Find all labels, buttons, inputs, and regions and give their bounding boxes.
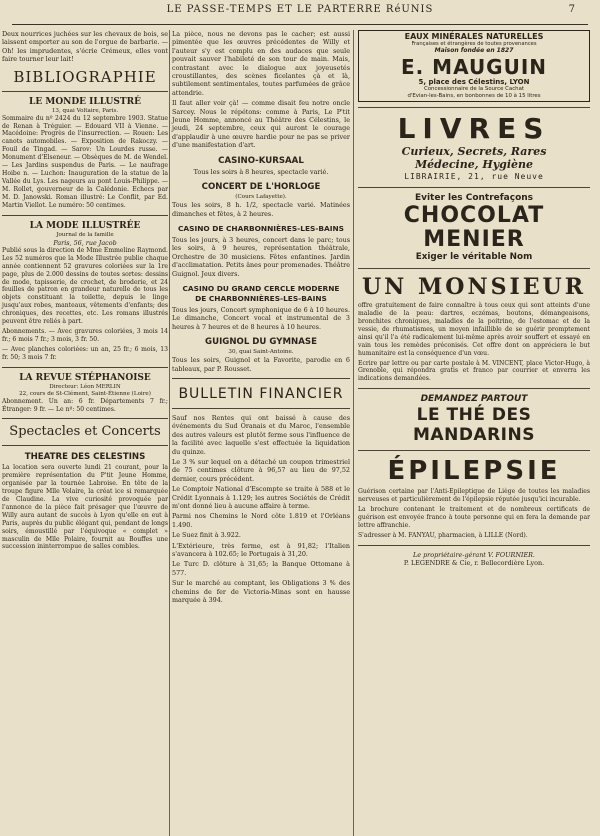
menier-bottom-line: Exiger le véritable Nom <box>415 252 533 263</box>
column-separator <box>353 30 354 836</box>
column-separator <box>169 30 170 836</box>
mode-illustree-title: LA MODE ILLUSTRÉE <box>29 220 141 231</box>
mode-illustree-subscriptions: Abonnements. — Avec gravures coloriées, 3 mois 14 fr.; 6 mois 7 fr.; 3 mois, 3 fr. 50. <box>2 327 168 343</box>
livres-librairie: LIBRAIRIE, 21, rue Neuve <box>404 172 544 182</box>
spectacles-title: Spectacles et Concerts <box>9 424 161 440</box>
finance-paragraph: Le 3 % sur lequel on a détaché un coupon trimestriel de 75 centimes clôture à 96,57 au lieu de 97,52 dernier, cours précédent. <box>172 458 350 483</box>
grand-cercle-title-2: DE CHARBONNIÈRES-LES-BAINS <box>195 293 327 303</box>
grand-cercle-title: CASINO DU GRAND CERCLE MODERNE <box>182 283 340 293</box>
mode-illustree-text: Publié sous la direction de Mme Emmeline Raymond. Les 52 numéros que la Mode Illustrée publie chaque année contiennent 52 gravures coloriées sur la 1re page, plus de 2.000 dessins de toutes sortes: dessins de mode, tapisserie, de crochet, de broderie, et 24 feuilles de patron en grandeur naturelle de tous les objets constituant la toilette, depuis le linge jusqu'aux robes, manteaux, vêtements d'enfants; des chroniques, des recettes, etc. Les romans illustrés peuvent être reliés à part. <box>2 246 168 326</box>
monde-illustre-summary: Sommaire du nº 2424 du 12 septembre 1903. Statue de Renan à Tréguier. — Edouard VII à Vienne. — Macédoine: Progrès de l'insurrection. — Rouen: Les canots automobiles. — Exposition de Rakoczy. — Fouil de Tingad. — Sarov: Un Lourdes russe. — Monument d'Elseneur. — Obsèques de M. de Wendel. — Les Jardins suspendus de Paris. — Le naufrage Hoibe n. — Luchon: Inauguration de la statue de la Vallée du Lys. Les nageurs au pont Louis-Philippe. — M. Rollet, gouverneur de la Calédonie. Echecs par M. D. Janowski. Roman illustré: Le Conflit, par Ed. Martin Viellot. Le numéro: 50 centimes. <box>2 114 168 209</box>
epilepsie-text: S'adresser à M. FANYAU, pharmacien, à LILLE (Nord). <box>358 531 528 539</box>
mauguin-ad <box>358 30 590 102</box>
mauguin-address: 5, place des Célestins, LYON <box>418 77 530 86</box>
divider <box>358 187 590 188</box>
divider <box>358 450 590 451</box>
demandez-partout: DEMANDEZ PARTOUT <box>420 394 528 405</box>
mode-illustree-address: Paris, 56, rue Jacob <box>53 238 117 247</box>
charbonnieres-title: CASINO DE CHARBONNIÈRES-LES-BAINS <box>177 223 344 233</box>
divider <box>358 545 590 546</box>
horloge-text: Tous les soirs, 8 h. 1/2, spectacle varié. Matinées dimanches et fêtes, à 2 heures. <box>172 201 350 218</box>
divider <box>358 268 590 269</box>
celestins-text: La location sera ouverte lundi 21 courant, pour la première représentation du P'tit Jeune Homme, organisée par la tournée Labroise. En tête de la troupe figure Mlle Volaire, la créat ice si remarquée de Claudine. La vive curiosité provoquée par l'annonce de la pièce fait présager que l'œuvre de Willy aura autant de succès à Lyon qu'elle en eut à Paris, auprès du public élégant qui, pendant de longs soirs, émoustillé par l'équivoque « complet » masculin de Mlle Polaire, fournit au Bouffes une succession ininterrompue de salles combles. <box>2 464 168 551</box>
mauguin-line: Concessionnaire de la Source Cachat <box>424 86 524 93</box>
charbonnieres-text: Tous les jours, à 3 heures, concert dans le parc; tous les soirs, à 9 heures, représentation théâtrale, Orchestre de 30 musiciens. Fêtes enfantines. Jardin d'acclimatation. Petits ânes pour promenades. Théâtre Guignol. Jeux divers. <box>172 235 350 278</box>
menier-top-line: Eviter les Contrefaçons <box>414 193 534 204</box>
divider <box>2 91 168 92</box>
horloge-title: CONCERT DE L'HORLOGE <box>201 182 321 193</box>
divider <box>172 408 350 409</box>
mauguin-name: E. MAUGUIN <box>400 54 548 79</box>
column-ads <box>358 30 590 568</box>
gymnase-title: GUIGNOL DU GYMNASE <box>205 337 317 348</box>
livres-ad-title: LIVRES <box>397 112 551 146</box>
header-rule <box>12 24 588 25</box>
gymnase-address: 30, quai Saint-Antoine. <box>228 349 294 356</box>
monde-illustre-address: 13, quai Voltaire, Paris. <box>51 107 119 114</box>
the-mandarins: LE THÉ DES MANDARINS <box>413 405 535 446</box>
journal-title: LE PASSE-TEMPS ET LE PARTERRE RéUNIS <box>166 4 434 15</box>
monsieur-text-2: Ecrire par lettre ou par carte postale à M. VINCENT, place Victor-Hugo, à Grenoble, qui répondra gratis et franco par courrier et enverra les indications demandées. <box>358 359 590 383</box>
gymnase-text: Tous les soirs, Guignol et la Favorite, parodie en 6 tableaux, par P. Rousset. <box>172 356 350 373</box>
divider <box>2 418 168 419</box>
mauguin-founded: Maison fondée en 1827 <box>434 47 514 55</box>
livres-subtitle: Médecine, Hygiène <box>414 158 534 172</box>
mauguin-line: d'Evian-les-Bains, en bonbonnes de 10 à 15 litres <box>407 92 541 99</box>
celestins-continued: La pièce, nous ne devons pas le cacher; est aussi pimentée que les œuvres précédentes de Willy et l'auteur s'y est complu en des audaces que seule pouvait sauver l'habileté de son tour de main. Mais, contrastant avec le dialogue aux joyeusetés croustillantes, des scènes ficelantes çà et là, subtilement sentimentales, toutes parfumées de grâce attendrie. <box>172 30 350 97</box>
monsieur-text: offre gratuitement de faire connaître à tous ceux qui sont atteints d'une maladie de la peau: dartres, eczémas, boutons, démangeaisons, bronchites chroniques, maladies de la poitrine, de l'estomac et de la vessie, de rhumatismes, un moyen infaillible de se guérir promptement ainsi qu'il l'a été radicalement lui-même après avoir souffert et essayé en vain tous les remèdes préconisés. Cet offre dont on appréciera le but humanitaire est la conséquence d'un vœu. <box>358 302 590 357</box>
finance-paragraph: Sauf nos Rentes qui ont baissé à cause des événements du Sud Oranais et du Maroc, l'ensemble des autres valeurs est plutôt ferme sous l'influence de la facilité avec laquelle s'est effectuée la liquidation du quinze. <box>172 413 350 456</box>
page-header <box>0 4 600 24</box>
epilepsie-text: Guérison certaine par l'Anti-Epileptique de Liège de toutes les maladies nerveuses et particulièrement de l'épilepsie réputée jusqu'ici incurable. <box>358 488 590 504</box>
finance-paragraph: L'Extérieure, très ferme, est à 91,82; l'Italien s'avancera à 102.65; le Portugais à 31,20. <box>172 541 350 559</box>
finance-paragraph: Parmi nos Chemins le Nord côte 1.819 et l'Orléans 1.490. <box>172 512 350 529</box>
divider <box>358 388 590 389</box>
column-middle <box>172 30 350 607</box>
mode-illustree-subtitle: Journal de la famille <box>56 231 114 238</box>
kursaal-title: CASINO-KURSAAL <box>218 155 304 166</box>
revue-stephanoise-title: LA REVUE STÉPHANOISE <box>19 372 151 383</box>
monde-illustre-title: LE MONDE ILLUSTRÉ <box>29 96 141 107</box>
mode-illustree-subscriptions-2: — Avec planches coloriées: un an, 25 fr.; 6 mois, 13 fr. 50; 3 mois 7 fr. <box>2 345 168 361</box>
divider <box>358 107 590 108</box>
menier-name: MENIER <box>423 227 525 253</box>
finance-paragraph: Sur le marché au comptant, les Obligations 3 % des chemins de fer de Victoria-Minas sont en hausse marquée à 394. <box>172 579 350 605</box>
imprimeur: P. LEGENDRE & Cie, r. Bellecordière Lyon. <box>403 559 545 568</box>
revue-stephanoise-text: Abonnement. Un an: 6 fr. Départements 7 fr.; Étranger: 9 fr. — Le nº: 50 centimes. <box>2 397 168 413</box>
column-left <box>2 30 168 553</box>
divider <box>2 445 168 446</box>
finance-paragraph: Le Comptoir National d'Escompte se traite à 588 et le Crédit Lyonnais à 1.129; les autres Sociétés de Crédit m'ont donné lieu à aucune affaire à terme. <box>172 485 350 511</box>
mauguin-heading: EAUX MINÉRALES NATURELLES <box>404 32 544 41</box>
page-number: 7 <box>568 4 576 15</box>
monsieur-ad-title: UN MONSIEUR <box>362 274 586 301</box>
revue-stephanoise-director: Directeur: Léon MERLIN <box>49 383 121 390</box>
grand-cercle-text: Tous les jours, Concert symphonique de 6 à 10 heures. Le dimanche, Concert vocal et instrumental de 3 heures à 7 heures et de 8 heures à 10 heures. <box>172 305 350 331</box>
finance-paragraph: Le Suez finit à 3.922. <box>172 531 241 540</box>
menier-chocolat: CHOCOLAT <box>403 203 545 229</box>
epilepsie-text: La brochure contenant le traitement et de nombreux certificats de guérison est envoyée franco à toute personne qui en fera la demande par lettre affranchie. <box>358 506 590 529</box>
divider <box>2 215 168 216</box>
epilepsie-title: ÉPILEPSIE <box>387 456 561 487</box>
bibliographie-title: BIBLIOGRAPHIE <box>13 67 157 86</box>
finance-paragraph: Le Turc D. clôture à 31,65; la Banque Ottomane à 577. <box>172 560 350 577</box>
bulletin-financier-title: BULLETIN FINANCIER <box>178 385 344 402</box>
revue-stephanoise-address: 22, cours de St-Clément, Saint-Étienne (Loire) <box>19 390 151 397</box>
horloge-address: (Cours Lafayette). <box>235 194 287 201</box>
intro-paragraph: Deux nourrices juchées sur les chevaux de bois, se laissent emporter au son de l'orgue de barbarie. — Oh! les imprudentes, s'écrie Crémeux, elles vont faire tourner leur lait! <box>2 30 168 64</box>
celestins-title: THEATRE DES CELESTINS <box>24 452 146 463</box>
divider <box>172 378 350 379</box>
mauguin-line: Françaises et étrangères de toutes provenances <box>411 41 537 48</box>
celestins-continued-2: Il faut aller voir çà! — comme disait feu notre oncle Sarcey. Nous le répétons: comme à Paris, Le P'tit Jeune Homme, annoncé au Théâtre des Célestins, le jeudi, 24 septembre, ceux qui auront le courage d'applaudir à une œuvre hardie pour ne pas se priver d'une manifestation d'art. <box>172 99 350 150</box>
divider <box>2 367 168 368</box>
kursaal-text: Tous les soirs à 8 heures, spectacle varié. <box>193 167 329 176</box>
proprietaire-gerant: Le propriétaire-gérant V. FOURNIER. <box>413 550 535 559</box>
livres-subtitle: Curieux, Secrets, Rares <box>401 145 547 159</box>
